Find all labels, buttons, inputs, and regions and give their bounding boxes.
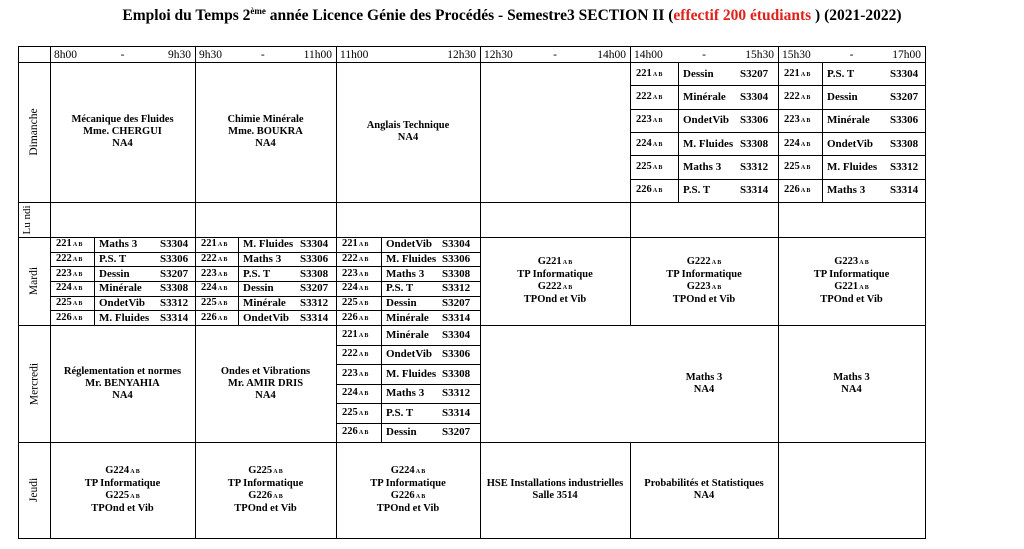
table-border [18, 538, 926, 539]
room-number: S3306 [890, 114, 919, 126]
room-number: S3207 [160, 268, 189, 280]
time-separator: - [260, 49, 265, 61]
group-number: 225 A B [636, 161, 663, 172]
subject-name: Dessin [683, 68, 714, 80]
cell-line: NA4 [693, 383, 715, 395]
cell-line: Mr. AMIR DRIS [227, 377, 304, 389]
room-number: S3207 [740, 68, 769, 80]
subgroup-tag: A B [272, 469, 283, 475]
cell-line: TP Informatique [517, 269, 593, 280]
subgroup-tag: A B [71, 242, 83, 248]
group-row-divider [195, 266, 337, 267]
cell-line: Mr. BENYAHIA [85, 377, 160, 389]
room-number: S3304 [890, 68, 919, 80]
time-end: 17h00 [892, 49, 921, 61]
subgroup-tag: A B [858, 285, 869, 291]
group-number: 222 A B [342, 348, 369, 359]
room-number: S3314 [442, 407, 471, 419]
time-slot-header [54, 49, 191, 61]
group-col-divider [238, 237, 239, 326]
time-slot-header [782, 49, 921, 61]
time-separator: - [702, 49, 706, 61]
group-row-divider [336, 384, 481, 385]
subgroup-tag: A B [651, 165, 663, 171]
subgroup-tag: A B [357, 286, 369, 292]
subject-name: Dessin [386, 297, 417, 309]
group-number: 224 A B [636, 138, 663, 149]
time-slot-header [340, 49, 476, 61]
group-row-divider [778, 132, 926, 133]
cell-line: TP Informatique [227, 478, 304, 489]
group-number: 223 A B [784, 114, 811, 125]
group-row-divider [778, 155, 926, 156]
group-row-divider [630, 132, 779, 133]
time-start: 15h30 [782, 49, 811, 61]
course-block [630, 325, 778, 442]
room-number: S3306 [740, 114, 769, 126]
room-number: S3306 [160, 253, 189, 265]
table-border [18, 46, 19, 539]
subgroup-tag: A B [216, 257, 228, 263]
room-number: S3207 [442, 297, 471, 309]
cell-line: Salle 3514 [532, 490, 578, 501]
day-label: Lu ndi [21, 204, 33, 235]
room-number: S3306 [300, 253, 329, 265]
room-number: S3304 [442, 238, 471, 250]
room-number: S3308 [160, 282, 189, 294]
subject-name: OndetVib [827, 138, 874, 150]
cell-line: TPOnd et Vib [523, 294, 587, 305]
subgroup-tag: A B [216, 272, 228, 278]
group-col-divider [94, 237, 95, 326]
subject-name: M. Fluides [386, 253, 437, 265]
cell-line: Probabilités et Statistiques [644, 478, 764, 489]
room-number: S3304 [740, 91, 769, 103]
time-slot-header [199, 49, 332, 61]
room-number: S3304 [160, 238, 189, 250]
group-col-divider [822, 62, 823, 203]
cell-line: Réglementation et normes [63, 365, 182, 377]
room-number: S3314 [442, 312, 471, 324]
subgroup-tag: A B [651, 72, 663, 78]
group-number: 226 A B [201, 312, 228, 323]
cell-line: G221 A B [537, 256, 573, 267]
subgroup-tag: A B [651, 188, 663, 194]
subgroup-tag: A B [357, 352, 369, 358]
cell-line: NA4 [397, 132, 419, 143]
subject-name: Maths 3 [386, 268, 425, 280]
group-number: 224 A B [56, 282, 83, 293]
group-row-divider [336, 266, 481, 267]
subject-name: P.S. T [386, 407, 414, 419]
page-title: Emploi du Temps 2ème année Licence Génie des Procédés - Semestre3 SECTION II (effectif 200 étudiants ) (2021-2022) [122, 6, 902, 25]
group-number: 223 A B [342, 368, 369, 379]
group-row-divider [630, 109, 779, 110]
group-number: 223 A B [636, 114, 663, 125]
time-end: 12h30 [447, 49, 476, 61]
group-row-divider [50, 266, 196, 267]
group-number: 225 A B [342, 407, 369, 418]
subject-name: Dessin [243, 282, 274, 294]
tp-block [480, 237, 630, 325]
course-block [195, 62, 336, 202]
tp-block [50, 442, 195, 538]
subject-name: Minérale [386, 312, 429, 324]
room-number: S3304 [300, 238, 329, 250]
room-number: S3308 [442, 268, 471, 280]
subject-name: P.S. T [99, 253, 127, 265]
room-number: S3308 [890, 138, 919, 150]
tp-block [336, 442, 480, 538]
subgroup-tag: A B [357, 411, 369, 417]
subgroup-tag: A B [272, 494, 283, 500]
time-end: 9h30 [168, 49, 191, 61]
subgroup-tag: A B [216, 286, 228, 292]
subgroup-tag: A B [357, 301, 369, 307]
cell-line: G223 A B [834, 256, 869, 267]
subject-name: P.S. T [386, 282, 414, 294]
group-col-divider [381, 325, 382, 443]
subject-name: M. Fluides [99, 312, 150, 324]
subject-name: OndetVib [386, 348, 433, 360]
subgroup-tag: A B [710, 260, 722, 266]
room-number: S3207 [442, 426, 471, 438]
cell-line: Mécanique des Fluides [71, 114, 174, 125]
subgroup-tag: A B [357, 316, 369, 322]
room-number: S3308 [442, 368, 471, 380]
cell-line: HSE Installations industrielles [486, 478, 624, 489]
subgroup-tag: A B [357, 333, 369, 339]
group-row-divider [778, 179, 926, 180]
subgroup-tag: A B [71, 301, 83, 307]
cell-line: G226 A B [390, 490, 426, 501]
room-number: S3308 [300, 268, 329, 280]
subject-name: OndetVib [99, 297, 146, 309]
subject-name: Dessin [386, 426, 417, 438]
subgroup-tag: A B [216, 301, 228, 307]
time-slot-header [484, 49, 626, 61]
subject-name: Dessin [827, 91, 858, 103]
divider-mask [630, 326, 631, 442]
subject-name: Minérale [386, 329, 429, 341]
group-number: 224 A B [201, 282, 228, 293]
subject-name: P.S. T [243, 268, 271, 280]
cell-line: NA4 [255, 138, 276, 149]
course-block [336, 62, 480, 202]
group-col-divider [381, 237, 382, 326]
subject-name: M. Fluides [827, 161, 878, 173]
subject-name: Minérale [827, 114, 870, 126]
group-number: 221 A B [636, 68, 663, 79]
cell-line: G225 A B [105, 490, 140, 501]
subject-name: M. Fluides [683, 138, 734, 150]
subject-name: M. Fluides [386, 368, 437, 380]
cell-line: Chimie Minérale [227, 114, 304, 125]
cell-line: TPOnd et Vib [234, 503, 297, 514]
subgroup-tag: A B [357, 257, 369, 263]
subgroup-tag: A B [799, 142, 811, 148]
room-number: S3312 [160, 297, 189, 309]
group-number: 226 A B [784, 184, 811, 195]
subgroup-tag: A B [561, 260, 573, 266]
day-label: Mardi [28, 266, 40, 296]
subject-name: Minérale [99, 282, 142, 294]
subgroup-tag: A B [799, 118, 811, 124]
group-row-divider [336, 345, 481, 346]
subgroup-tag: A B [216, 316, 228, 322]
room-number: S3314 [300, 312, 329, 324]
subject-name: OndetVib [243, 312, 290, 324]
group-row-divider [630, 85, 779, 86]
subgroup-tag: A B [357, 372, 369, 378]
group-number: 222 A B [342, 253, 369, 264]
group-number: 226 A B [342, 426, 369, 437]
subgroup-tag: A B [799, 165, 811, 171]
cell-line: G221 A B [834, 281, 869, 292]
room-number: S3207 [890, 91, 919, 103]
subgroup-tag: A B [129, 469, 140, 475]
subject-name: M. Fluides [243, 238, 294, 250]
course-block [50, 62, 195, 202]
subgroup-tag: A B [71, 272, 83, 278]
subgroup-tag: A B [357, 430, 369, 436]
subject-name: OndetVib [683, 114, 730, 126]
subgroup-tag: A B [357, 391, 369, 397]
cell-line: G225 A B [248, 465, 283, 476]
time-start: 12h30 [484, 49, 513, 61]
group-number: 223 A B [342, 268, 369, 279]
subgroup-tag: A B [710, 285, 722, 291]
subgroup-tag: A B [651, 95, 663, 101]
cell-line: G224 A B [105, 465, 140, 476]
subgroup-tag: A B [71, 257, 83, 263]
time-start: 14h00 [634, 49, 663, 61]
subgroup-tag: A B [357, 272, 369, 278]
subject-name: Minérale [683, 91, 726, 103]
tp-block [778, 237, 925, 325]
group-row-divider [778, 109, 926, 110]
subject-name: Dessin [99, 268, 130, 280]
subgroup-tag: A B [651, 118, 663, 124]
room-number: S3314 [160, 312, 189, 324]
subject-name: P.S. T [827, 68, 855, 80]
room-number: S3312 [442, 282, 471, 294]
group-number: 225 A B [342, 297, 369, 308]
cell-line: G222 A B [537, 281, 573, 292]
cell-line: Anglais Technique [366, 120, 450, 131]
cell-line: G226 A B [248, 490, 283, 501]
group-row-divider [50, 310, 196, 311]
cell-line: NA4 [112, 138, 133, 149]
subject-name: Maths 3 [99, 238, 138, 250]
group-number: 224 A B [784, 138, 811, 149]
group-number: 225 A B [56, 297, 83, 308]
room-number: S3312 [890, 161, 919, 173]
group-number: 222 A B [201, 253, 228, 264]
time-end: 15h30 [745, 49, 774, 61]
time-start: 11h00 [340, 49, 369, 61]
cell-line: Maths 3 [685, 371, 723, 383]
subject-name: OndetVib [386, 238, 433, 250]
subject-name: P.S. T [683, 184, 711, 196]
room-number: S3306 [442, 348, 471, 360]
subgroup-tag: A B [651, 142, 663, 148]
room-number: S3207 [300, 282, 329, 294]
time-end: 11h00 [303, 49, 332, 61]
cell-line: TPOnd et Vib [820, 294, 883, 305]
tp-block [195, 442, 336, 538]
subgroup-tag: A B [799, 72, 811, 78]
subgroup-tag: A B [858, 260, 869, 266]
day-label: Mercredi [28, 362, 40, 405]
room-number: S3304 [442, 329, 471, 341]
group-number: 221 A B [201, 238, 228, 249]
table-border [925, 46, 926, 539]
room-number: S3314 [740, 184, 769, 196]
subgroup-tag: A B [799, 95, 811, 101]
cell-line: TP Informatique [84, 478, 161, 489]
group-row-divider [195, 310, 337, 311]
room-number: S3314 [890, 184, 919, 196]
cell-line: NA4 [693, 490, 715, 501]
room-number: S3312 [442, 387, 471, 399]
group-row-divider [336, 364, 481, 365]
course-block [630, 442, 778, 538]
subject-name: Maths 3 [386, 387, 425, 399]
group-col-divider [678, 62, 679, 203]
time-start: 9h30 [199, 49, 222, 61]
cell-line: Mme. CHERGUI [83, 126, 162, 137]
time-separator: - [120, 49, 125, 61]
time-end: 14h00 [597, 49, 626, 61]
group-number: 225 A B [784, 161, 811, 172]
group-number: 221 A B [342, 329, 369, 340]
course-block [778, 325, 925, 442]
subgroup-tag: A B [357, 242, 369, 248]
cell-line: TP Informatique [666, 269, 742, 280]
room-number: S3312 [740, 161, 769, 173]
cell-line: NA4 [112, 389, 133, 401]
group-number: 224 A B [342, 387, 369, 398]
room-number: S3306 [442, 253, 471, 265]
cell-line: TPOnd et Vib [672, 294, 736, 305]
cell-line: TP Informatique [813, 269, 890, 280]
cell-line: NA4 [255, 389, 276, 401]
group-number: 221 A B [56, 238, 83, 249]
subgroup-tag: A B [71, 286, 83, 292]
subgroup-tag: A B [414, 469, 426, 475]
subject-name: Minérale [243, 297, 286, 309]
cell-line: G224 A B [390, 465, 426, 476]
group-row-divider [336, 423, 481, 424]
subject-name: Maths 3 [683, 161, 722, 173]
group-number: 226 A B [636, 184, 663, 195]
cell-line: Ondes et Vibrations [220, 365, 311, 377]
subject-name: Maths 3 [827, 184, 866, 196]
cell-line: TPOnd et Vib [376, 503, 440, 514]
subgroup-tag: A B [216, 242, 228, 248]
tp-block [630, 237, 778, 325]
subject-name: Maths 3 [243, 253, 282, 265]
course-block [50, 325, 195, 442]
day-label: Jeudi [28, 477, 40, 503]
group-row-divider [778, 85, 926, 86]
room-number: S3312 [300, 297, 329, 309]
room-number: S3308 [740, 138, 769, 150]
course-block [480, 442, 630, 538]
subgroup-tag: A B [71, 316, 83, 322]
group-number: 223 A B [56, 268, 83, 279]
cell-line: NA4 [841, 383, 862, 395]
cell-line: TP Informatique [370, 478, 446, 489]
day-label: Dimanche [28, 108, 40, 156]
group-number: 222 A B [784, 91, 811, 102]
subgroup-tag: A B [561, 285, 573, 291]
group-number: 226 A B [342, 312, 369, 323]
group-number: 224 A B [342, 282, 369, 293]
group-number: 222 A B [56, 253, 83, 264]
group-number: 223 A B [201, 268, 228, 279]
row-divider [18, 202, 926, 203]
group-row-divider [630, 179, 779, 180]
subgroup-tag: A B [414, 494, 426, 500]
time-separator: - [849, 49, 854, 61]
group-number: 221 A B [342, 238, 369, 249]
group-number: 222 A B [636, 91, 663, 102]
table-border [18, 46, 926, 47]
cell-line: Mme. BOUKRA [228, 126, 303, 137]
time-start: 8h00 [54, 49, 77, 61]
group-number: 225 A B [201, 297, 228, 308]
group-row-divider [630, 155, 779, 156]
group-row-divider [336, 310, 481, 311]
group-number: 221 A B [784, 68, 811, 79]
group-number: 226 A B [56, 312, 83, 323]
subgroup-tag: A B [799, 188, 811, 194]
cell-line: G223 A B [686, 281, 722, 292]
time-separator: - [553, 49, 557, 61]
course-block [195, 325, 336, 442]
cell-line: Maths 3 [833, 371, 870, 383]
subgroup-tag: A B [129, 494, 140, 500]
group-row-divider [336, 403, 481, 404]
time-slot-header [634, 49, 774, 61]
cell-line: G222 A B [686, 256, 722, 267]
cell-line: TPOnd et Vib [91, 503, 154, 514]
